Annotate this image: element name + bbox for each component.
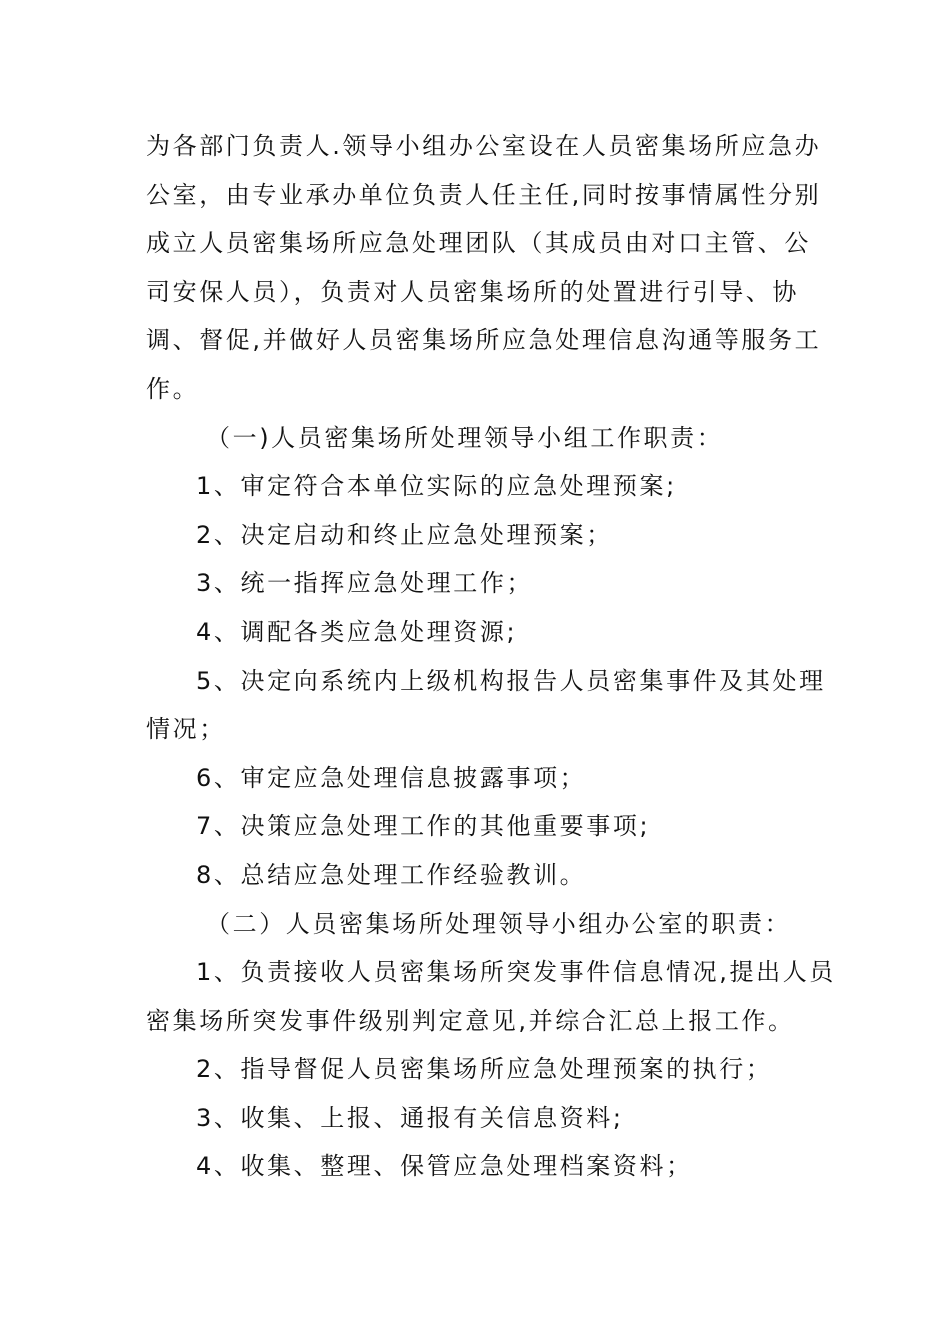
list-item-continuation: 情况； xyxy=(146,715,226,744)
list-item: 2、决定启动和终止应急处理预案； xyxy=(196,520,613,549)
list-item: 8、总结应急处理工作经验教训。 xyxy=(196,860,587,889)
paragraph-line: 调、督促,并做好人员密集场所应急处理信息沟通等服务工 xyxy=(146,326,822,355)
paragraph-line: 成立人员密集场所应急处理团队（其成员由对口主管、公 xyxy=(146,229,811,258)
list-item: 1、负责接收人员密集场所突发事件信息情况,提出人员 xyxy=(196,958,836,987)
paragraph-line: 司安保人员），负责对人员密集场所的处置进行引导、协 xyxy=(146,277,799,306)
list-item: 4、调配各类应急处理资源; xyxy=(196,617,518,646)
list-item: 3、统一指挥应急处理工作； xyxy=(196,569,534,598)
list-item: 2、指导督促人员密集场所应急处理预案的执行； xyxy=(196,1055,773,1084)
document-body xyxy=(146,122,836,1191)
section-heading: （一)人员密集场所处理领导小组工作职责： xyxy=(206,423,724,452)
list-item: 4、收集、整理、保管应急处理档案资料； xyxy=(196,1152,693,1181)
list-item: 7、决策应急处理工作的其他重要事项; xyxy=(196,812,651,841)
list-item: 5、决定向系统内上级机构报告人员密集事件及其处理 xyxy=(196,666,826,695)
list-item-continuation: 密集场所突发事件级别判定意见,并综合汇总上报工作。 xyxy=(146,1006,795,1035)
paragraph-line: 作。 xyxy=(146,374,200,403)
list-item: 3、收集、上报、通报有关信息资料; xyxy=(196,1103,624,1132)
section-heading: （二）人员密集场所处理领导小组办公室的职责： xyxy=(206,909,792,938)
paragraph-line: 公室，由专业承办单位负责人任主任,同时按事情属性分别 xyxy=(146,180,822,209)
paragraph-line: 为各部门负责人.领导小组办公室设在人员密集场所应急办 xyxy=(146,132,822,160)
list-item: 6、审定应急处理信息披露事项； xyxy=(196,763,587,792)
list-item: 1、审定符合本单位实际的应急处理预案; xyxy=(196,472,677,501)
